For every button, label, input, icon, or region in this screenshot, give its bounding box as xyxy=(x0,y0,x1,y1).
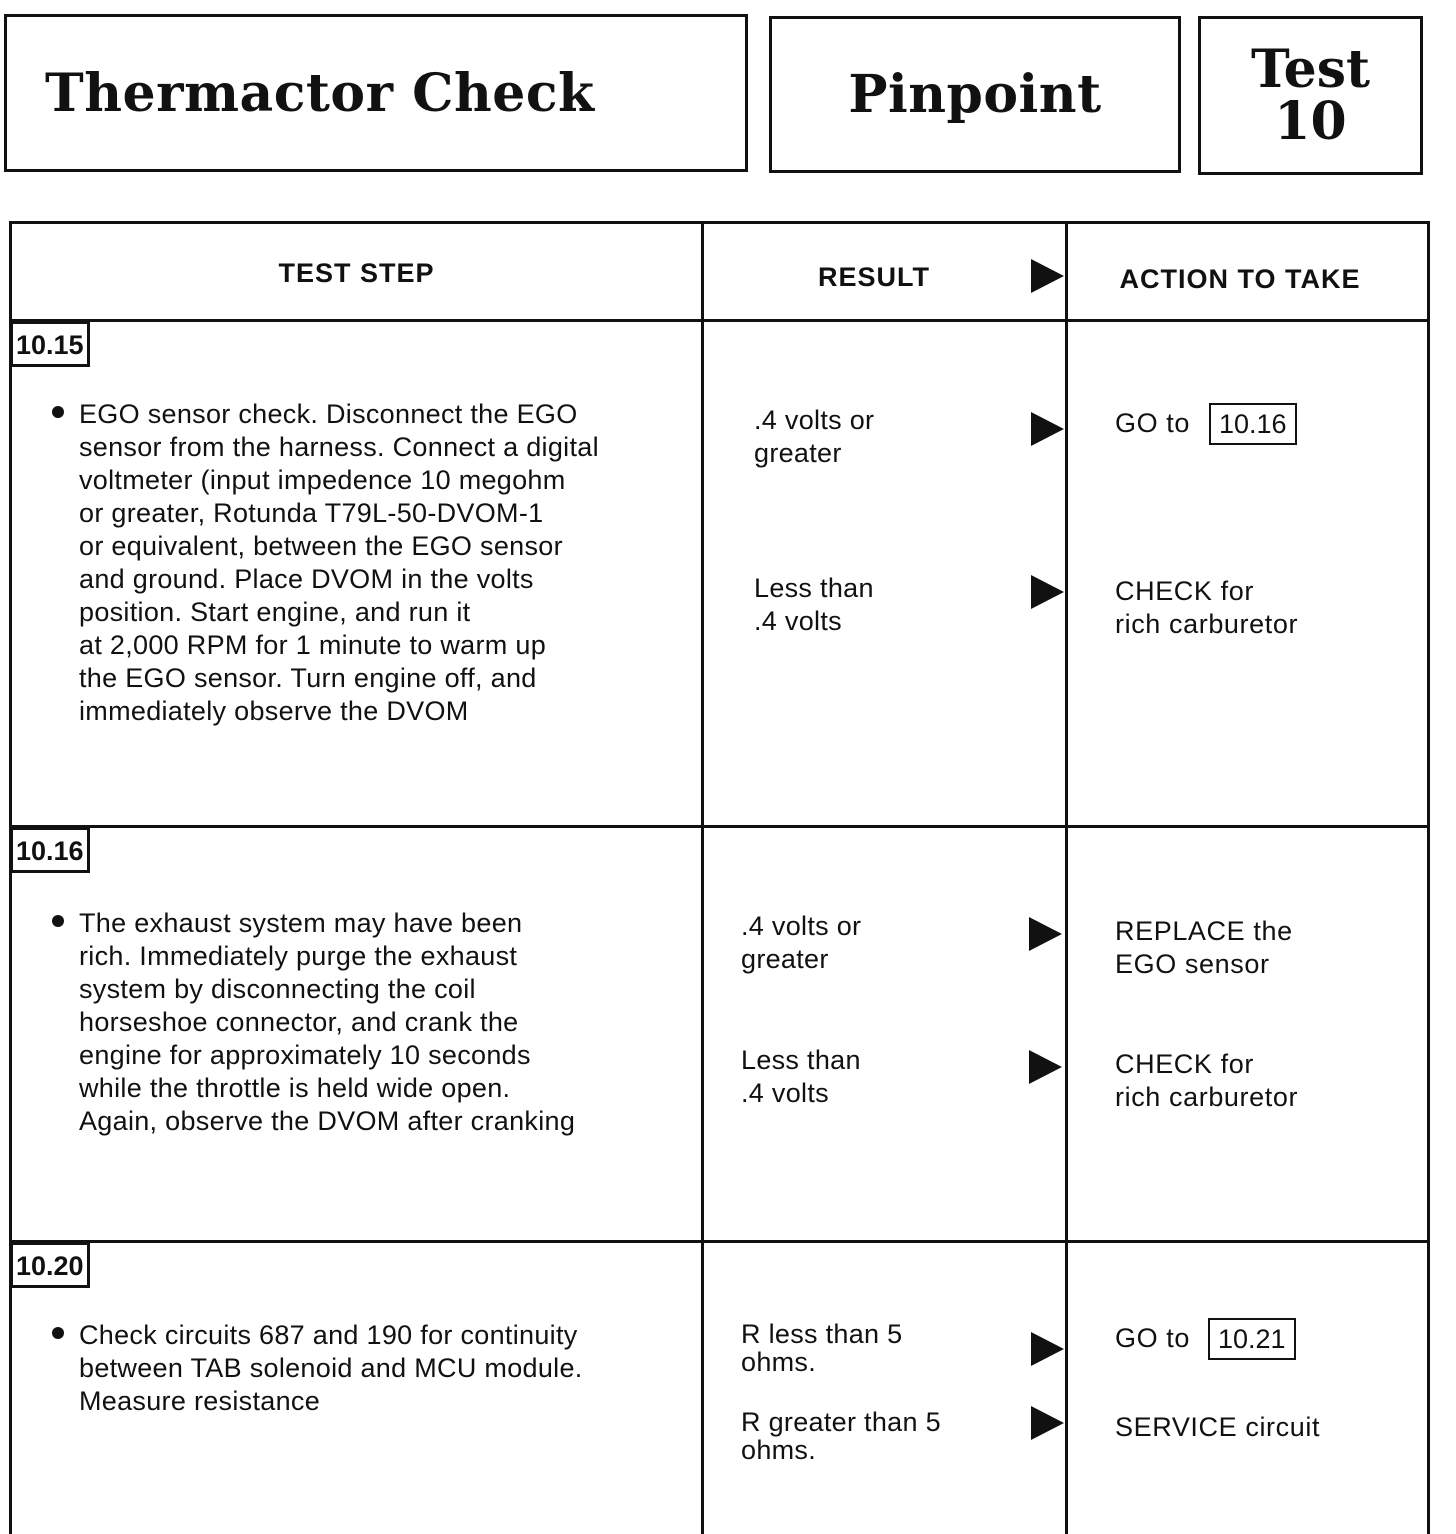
bullet-icon xyxy=(52,406,64,418)
column-header-test-step: TEST STEP xyxy=(278,258,435,288)
result-text: R less than 5 ohms. xyxy=(741,1319,903,1377)
header-row-divider xyxy=(9,319,1430,322)
category-box xyxy=(769,16,1181,173)
action-text: CHECK for rich carburetor xyxy=(1115,576,1299,639)
result-arrow-icon xyxy=(1031,412,1064,446)
step-text: Check circuits 687 and 190 for continuity between TAB solenoid and MCU module. Measure resistance xyxy=(79,1320,583,1416)
result-text: Less than .4 volts xyxy=(754,573,874,636)
result-text: R greater than 5 ohms. xyxy=(741,1407,941,1465)
result-text: .4 volts or greater xyxy=(754,405,875,468)
action-text: CHECK for rich carburetor xyxy=(1115,1049,1299,1112)
column-divider-2 xyxy=(1065,221,1068,1534)
step-number: 10.16 xyxy=(10,827,90,873)
column-divider-1 xyxy=(701,221,704,1534)
header-arrow-icon xyxy=(1031,259,1064,293)
result-arrow-icon xyxy=(1029,917,1062,951)
step-reference: 10.16 xyxy=(1209,403,1297,445)
column-header-action: ACTION TO TAKE xyxy=(1119,264,1361,294)
category-label: Pinpoint xyxy=(848,64,1102,125)
action-text: GO to xyxy=(1115,1323,1191,1353)
column-header-result: RESULT xyxy=(818,262,930,292)
action-text: REPLACE the EGO sensor xyxy=(1115,916,1293,979)
result-arrow-icon xyxy=(1031,1406,1064,1440)
row-divider-2 xyxy=(9,1240,1430,1243)
result-arrow-icon xyxy=(1031,1332,1064,1366)
action-text: GO to xyxy=(1115,408,1191,438)
title-box xyxy=(4,14,748,172)
row-divider-1 xyxy=(9,825,1430,828)
result-text: .4 volts or greater xyxy=(741,911,862,974)
bullet-icon xyxy=(52,915,64,927)
step-number: 10.20 xyxy=(10,1242,90,1288)
result-arrow-icon xyxy=(1029,1050,1062,1084)
page-title: Thermactor Check xyxy=(45,62,595,124)
step-number: 10.15 xyxy=(10,321,90,367)
step-text: EGO sensor check. Disconnect the EGO sensor from the harness. Connect a digital voltmeter (input impedence 10 megohm or greater, Rotunda T79L-50-DVOM-1 or equivalent, between the EGO sensor and ground. Place DVOM in the volts position. Start engine, and run it at 2,000 RPM for 1 minute to warm up the EGO sensor. Turn engine off, and immediately observe the DVOM xyxy=(79,399,599,726)
action-text: SERVICE circuit xyxy=(1115,1412,1321,1442)
result-arrow-icon xyxy=(1031,575,1064,609)
bullet-icon xyxy=(52,1327,64,1339)
result-text: Less than .4 volts xyxy=(741,1045,861,1108)
test-label: Test xyxy=(1250,38,1371,100)
step-reference: 10.21 xyxy=(1208,1318,1296,1360)
step-text: The exhaust system may have been rich. Immediately purge the exhaust system by disconnecting the coil horseshoe connector, and crank the engine for approximately 10 seconds while the throttle is held wide open. Again, observe the DVOM after cranking xyxy=(79,908,576,1136)
test-number: 10 xyxy=(1274,90,1347,152)
test-number-box xyxy=(1198,16,1423,175)
